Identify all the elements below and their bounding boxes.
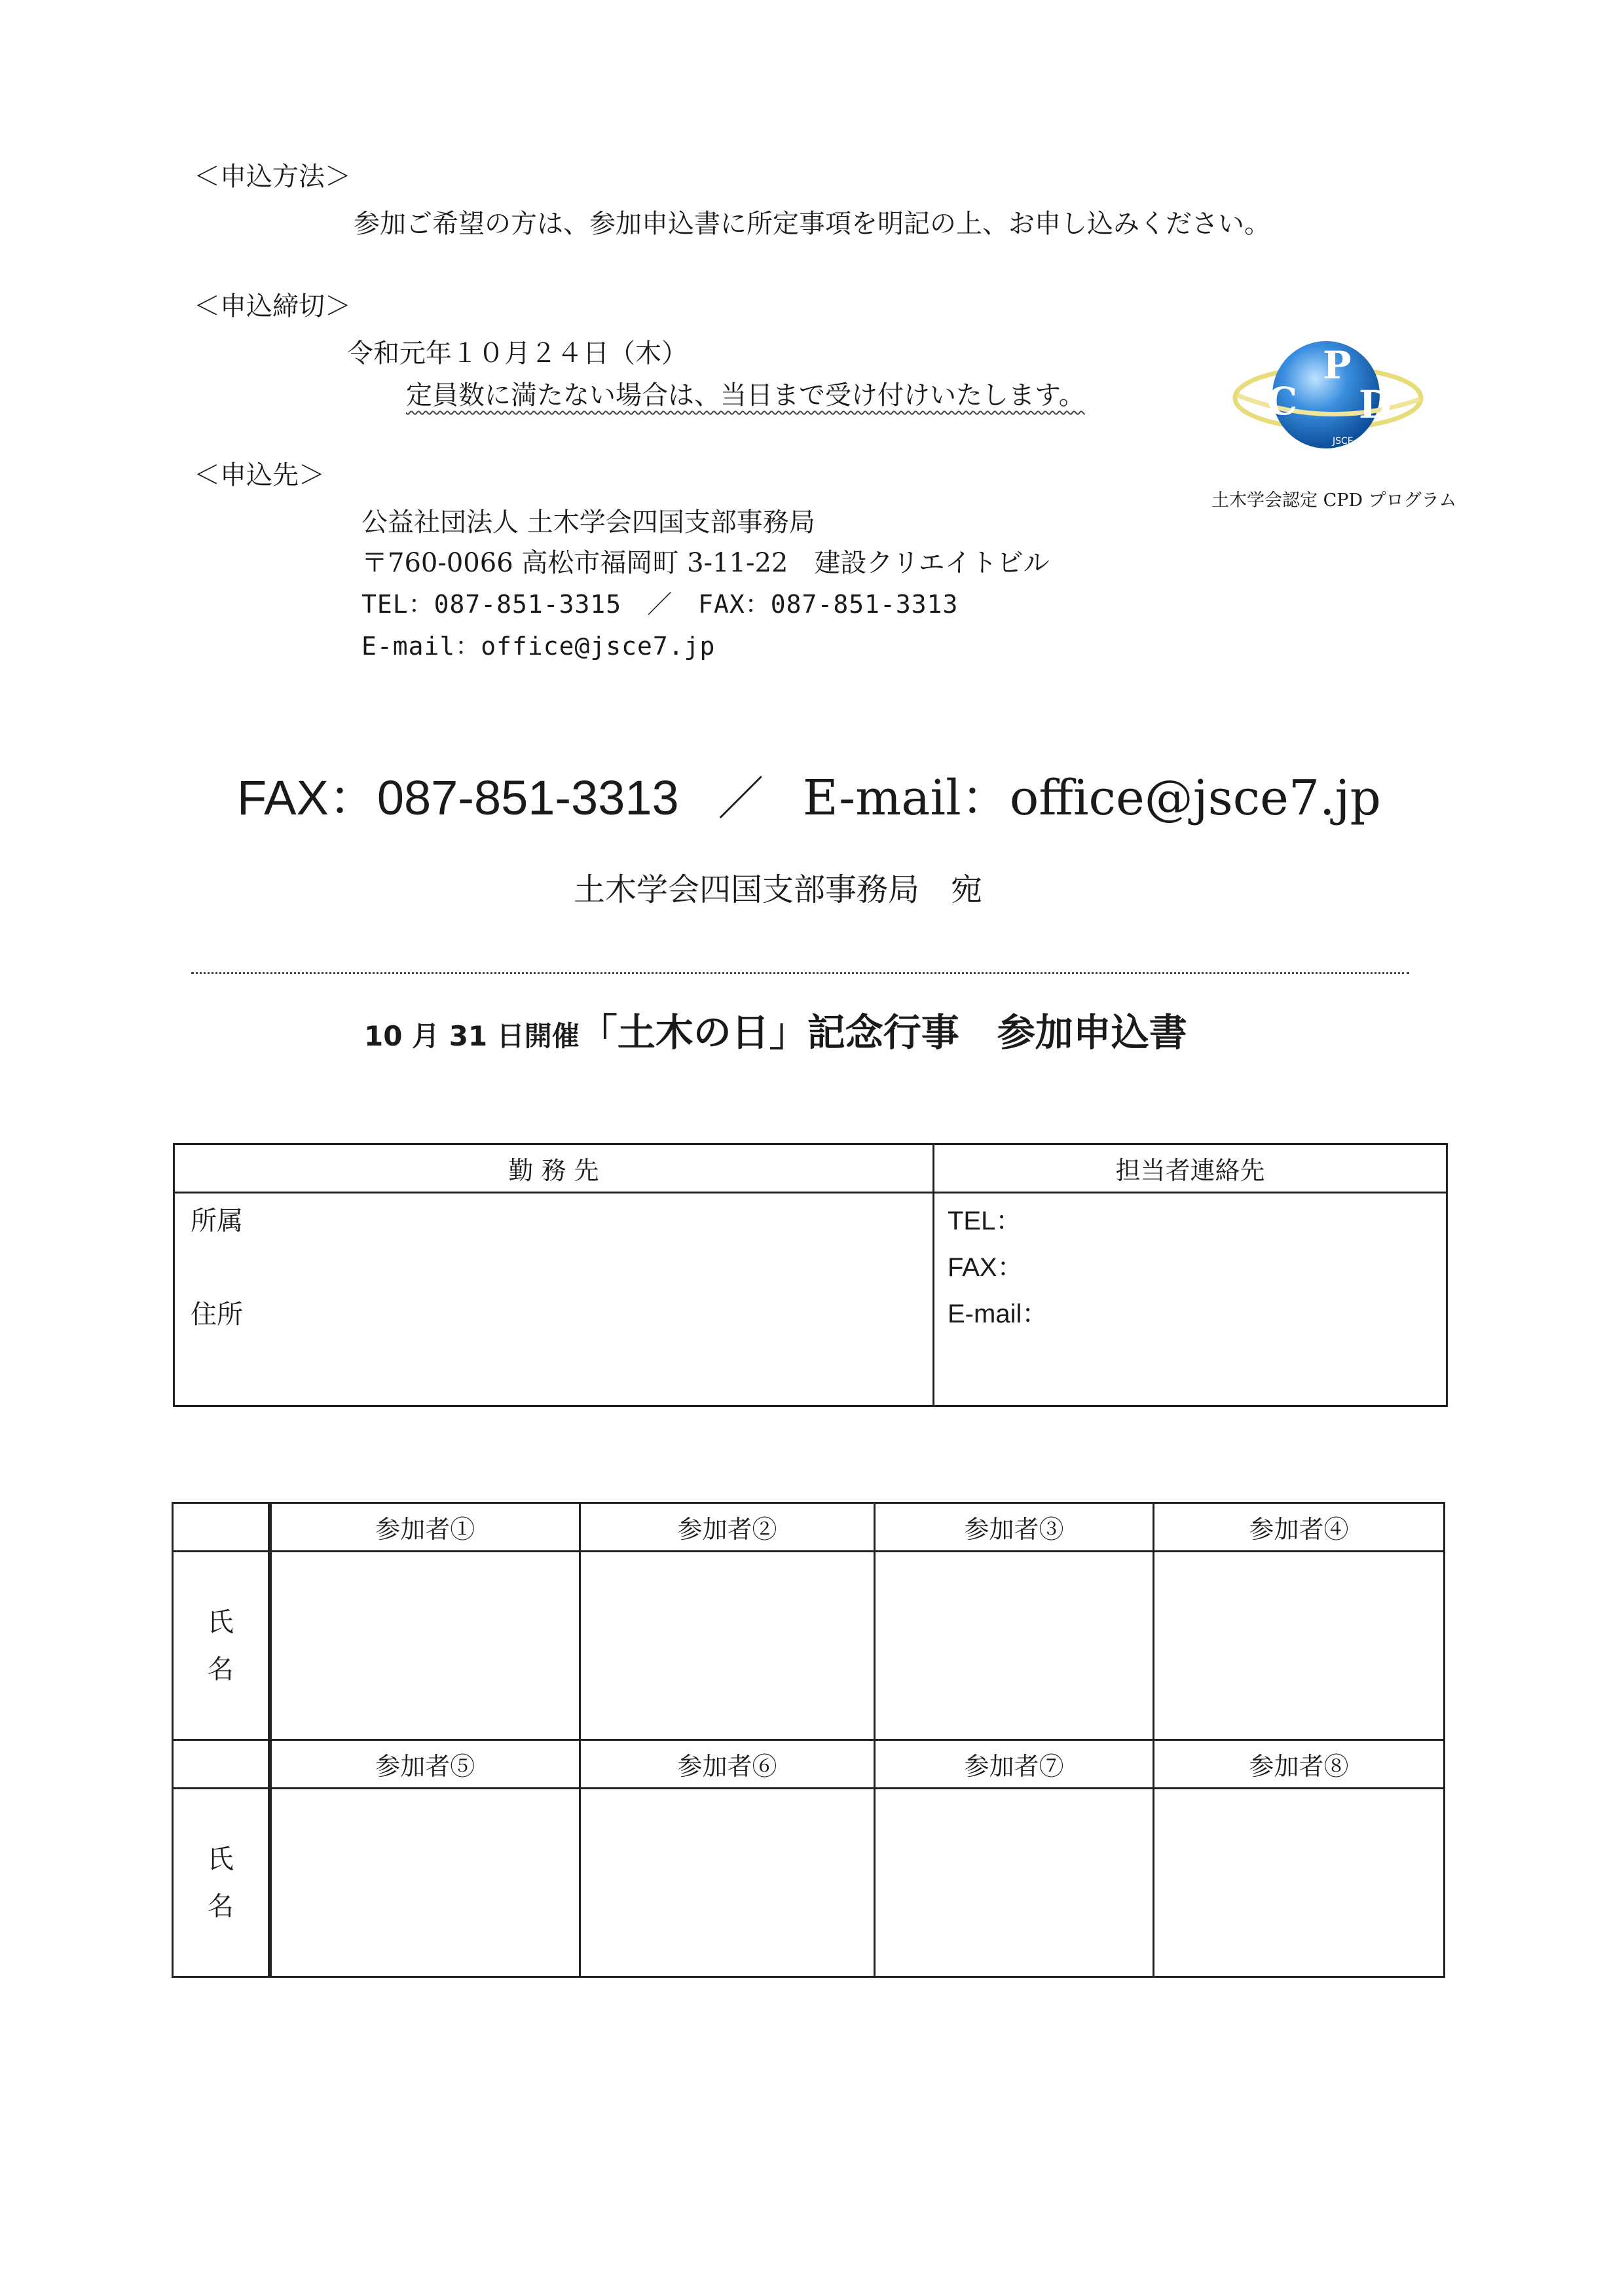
participant-header: 参加者⑥ [580, 1740, 875, 1789]
cpd-letter-d: D [1359, 382, 1392, 427]
cpd-logo [1231, 333, 1428, 464]
contact-email: E-mail：office@jsce7.jp [802, 770, 1381, 826]
destination-email: E-mail：office@jsce7.jp [361, 632, 716, 661]
cpd-letter-p: P [1323, 343, 1352, 388]
name-label-2: 名 [207, 1654, 234, 1685]
participant-header: 参加者② [580, 1503, 875, 1552]
deadline-note: 定員数に満たない場合は、当日まで受け付けいたします。 [406, 380, 1085, 410]
participant-name-cell[interactable] [875, 1552, 1154, 1740]
addressee: 土木学会四国支部事務局 宛 [574, 871, 983, 908]
form-title [364, 1002, 1187, 1057]
contact-cell[interactable] [934, 1193, 1447, 1406]
destination-phone-fax: TEL：087-851-3315 ／ FAX：087-851-3313 [361, 590, 959, 619]
form-title-date: 10 月 31 日開催 [364, 1020, 580, 1052]
participant-header: 参加者⑧ [1154, 1740, 1445, 1789]
application-method-text: 参加ご希望の方は、参加申込書に所定事項を明記の上、お申し込みください。 [354, 209, 1270, 239]
participant-name-cell[interactable] [1154, 1789, 1445, 1977]
participant-header: 参加者⑦ [875, 1740, 1154, 1789]
participant-name-cell[interactable] [270, 1552, 580, 1740]
deadline-date: 令和元年１０月２４日（木） [347, 338, 688, 369]
participant-header: 参加者④ [1154, 1503, 1445, 1552]
name-label-2: 名 [207, 1891, 234, 1922]
name-row-label [173, 1789, 270, 1977]
employer-table [173, 1143, 1448, 1407]
cut-line [191, 972, 1409, 974]
participant-name-cell[interactable] [270, 1789, 580, 1977]
cpd-letter-c: C [1267, 379, 1298, 424]
participant-header: 参加者⑤ [270, 1740, 580, 1789]
cpd-globe-icon [1231, 333, 1428, 464]
participant-name-cell[interactable] [580, 1789, 875, 1977]
participants-table [172, 1502, 1445, 1978]
contact-person-header: 担当者連絡先 [934, 1144, 1447, 1193]
name-label-1: 氏 [207, 1844, 234, 1874]
participant-header: 参加者③ [875, 1503, 1154, 1552]
participant-header: 参加者① [270, 1503, 580, 1552]
employer-cell[interactable] [174, 1193, 934, 1406]
application-method-heading: ＜申込方法＞ [194, 162, 351, 192]
tel-label: TEL： [948, 1207, 1022, 1235]
name-row-label [173, 1552, 270, 1740]
fax-label: FAX： [948, 1253, 1024, 1282]
name-label-1: 氏 [207, 1607, 234, 1637]
affiliation-label: 所属 [191, 1206, 243, 1236]
cpd-small-text: JSCE [1333, 436, 1354, 446]
participant-name-cell[interactable] [875, 1789, 1154, 1977]
contact-separator: ／ [718, 772, 764, 826]
destination-heading: ＜申込先＞ [194, 460, 325, 490]
email-label: E-mail： [948, 1300, 1048, 1328]
participant-name-cell[interactable] [1154, 1552, 1445, 1740]
corner-cell [173, 1503, 270, 1552]
destination-organization: 公益社団法人 土木学会四国支部事務局 [361, 507, 815, 538]
contact-fax: FAX：087-851-3313 [237, 771, 679, 825]
form-title-main: 「土木の日」記念行事 参加申込書 [579, 1010, 1187, 1055]
participant-name-cell[interactable] [580, 1552, 875, 1740]
deadline-heading: ＜申込締切＞ [194, 291, 351, 321]
corner-cell [173, 1740, 270, 1789]
contact-banner [237, 759, 1381, 829]
destination-address: 〒760-0066 高松市福岡町 3-11-22 建設クリエイトビル [361, 548, 1050, 578]
address-label: 住所 [191, 1300, 243, 1330]
employer-header: 勤 務 先 [174, 1144, 934, 1193]
cpd-caption: 土木学会認定 CPD プログラム [1211, 490, 1457, 511]
